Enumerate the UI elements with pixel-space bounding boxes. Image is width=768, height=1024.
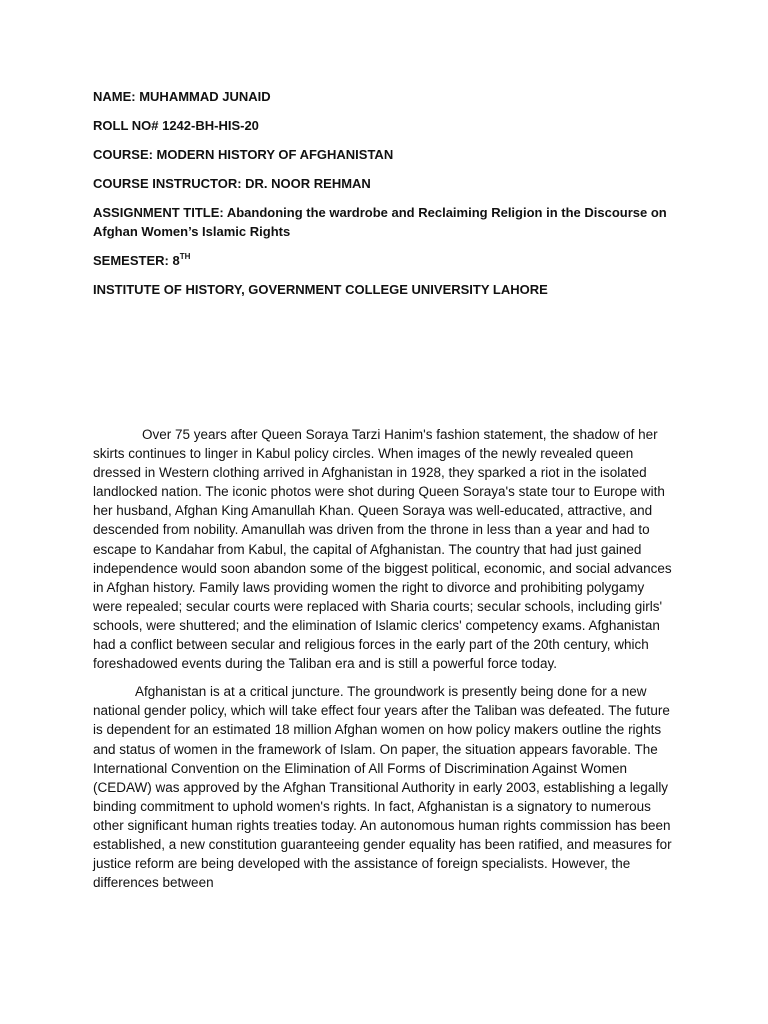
student-name: NAME: MUHAMMAD JUNAID (93, 89, 271, 104)
document-body (93, 425, 676, 901)
institute-name: INSTITUTE OF HISTORY, GOVERNMENT COLLEGE UNIVERSITY LAHORE (93, 282, 548, 297)
semester-ordinal-suffix: TH (179, 251, 191, 261)
assignment-title: ASSIGNMENT TITLE: Abandoning the wardrobe and Reclaiming Religion in the Discourse on Afghan Women’s Islamic Rights (93, 205, 667, 239)
title-block (93, 87, 678, 309)
body-paragraph-1: Over 75 years after Queen Soraya Tarzi Hanim's fashion statement, the shadow of her skirts continues to linger in Kabul policy circles. When images of the newly revealed queen dressed in Western clothing arrived in Afghanistan in 1928, they sparked a riot in the isolated landlocked nation. The iconic photos were shot during Queen Soraya's state tour to Europe with her husband, Afghan King Amanullah Khan. Queen Soraya was well-educated, attractive, and descended from nobility. Amanullah was driven from the throne in less than a year and had to escape to Kandahar from Kabul, the capital of Afghanistan. The country that had just gained independence would soon abandon some of the biggest political, economic, and social advances in Afghan history. Family laws providing women the right to divorce and prohibiting polygamy were repealed; secular courts were replaced with Sharia courts; secular schools, including girls' schools, were shuttered; and the elimination of Islamic clerics' competency exams. Afghanistan had a conflict between secular and religious forces in the early part of the 20th century, which foreshadowed events during the Taliban era and is still a powerful force today. (93, 427, 672, 672)
course-instructor: COURSE INSTRUCTOR: DR. NOOR REHMAN (93, 176, 371, 191)
course-name: COURSE: MODERN HISTORY OF AFGHANISTAN (93, 147, 394, 162)
semester-label: SEMESTER: 8 (93, 253, 180, 268)
semester (93, 251, 678, 270)
roll-number: ROLL NO# 1242-BH-HIS-20 (93, 118, 259, 133)
body-paragraph-2: Afghanistan is at a critical juncture. The groundwork is presently being done for a new national gender policy, which will take effect four years after the Taliban was defeated. The future is dependent for an estimated 18 million Afghan women on how policy makers outline the rights and status of women in the framework of Islam. On paper, the situation appears favorable. The International Convention on the Elimination of All Forms of Discrimination Against Women (CEDAW) was approved by the Afghan Transitional Authority in early 2003, establishing a legally binding commitment to uphold women's rights. In fact, Afghanistan is a signatory to numerous other significant human rights treaties today. An autonomous human rights commission has been established, a new constitution guaranteeing gender equality has been ratified, and measures for justice reform are being developed with the assistance of foreign specialists. However, the differences between (93, 684, 672, 891)
